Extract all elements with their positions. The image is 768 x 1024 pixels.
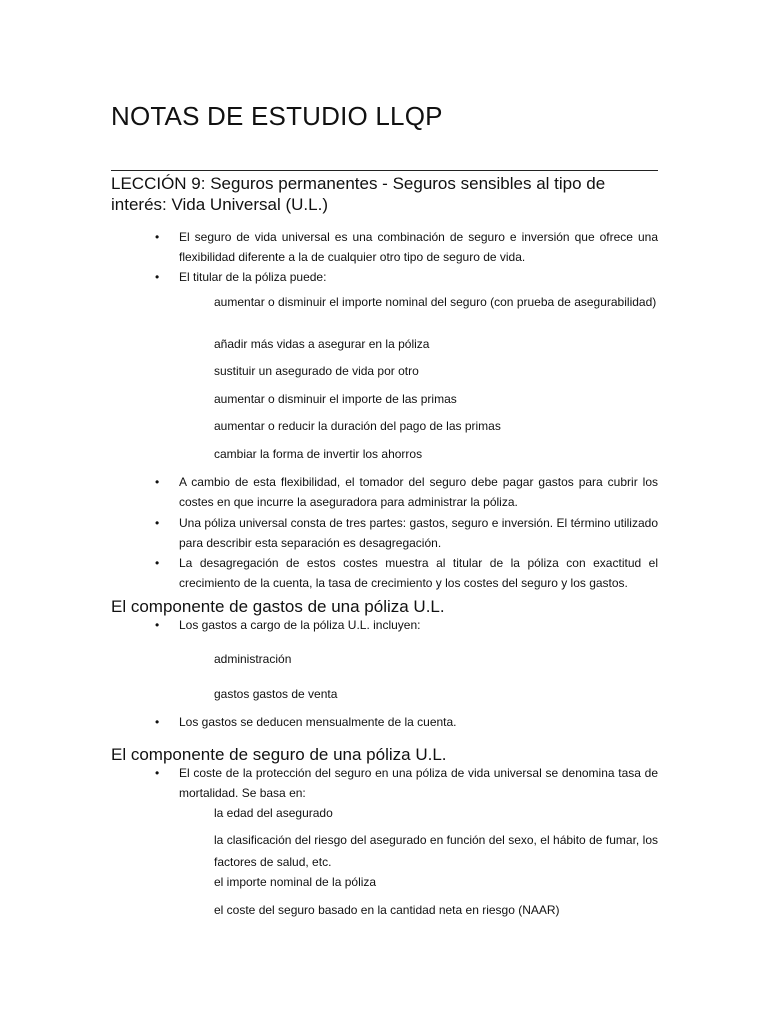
bullet-marker: • [155, 715, 160, 729]
title-divider [111, 170, 658, 171]
bullet-marker: • [155, 270, 160, 284]
intro-bullet-2: El titular de la póliza puede: [179, 270, 327, 284]
expense-item: administración [214, 652, 292, 666]
bullet-marker: • [155, 516, 160, 530]
option-item: aumentar o disminuir el importe nominal del seguro (con prueba de asegurabilidad) [214, 295, 657, 309]
option-item: aumentar o disminuir el importe de las primas [214, 392, 457, 406]
option-item: añadir más vidas a asegurar en la póliza [214, 337, 430, 351]
intro-bullet-3: A cambio de esta flexibilidad, el tomador del seguro debe pagar gastos para cubrir los costes en que incurre la aseguradora para administrar la póliza. [179, 475, 658, 509]
mortality-factor-item: el importe nominal de la póliza [214, 875, 377, 889]
bullet-marker: • [155, 230, 160, 244]
document-title: NOTAS DE ESTUDIO LLQP [111, 101, 443, 131]
bullet-marker: • [155, 766, 160, 780]
bullet-marker: • [155, 475, 160, 489]
bullet-marker: • [155, 618, 160, 632]
expenses-bullet-2: Los gastos se deducen mensualmente de la cuenta. [179, 715, 457, 729]
insurance-heading: El componente de seguro de una póliza U.L. [111, 745, 447, 764]
expense-item: gastos gastos de venta [214, 687, 338, 701]
bullet-marker: • [155, 556, 160, 570]
insurance-bullet-1: El coste de la protección del seguro en una póliza de vida universal se denomina tasa de mortalidad. Se basa en: [179, 766, 658, 800]
mortality-factor-item: el coste del seguro basado en la cantidad neta en riesgo (NAAR) [214, 903, 560, 917]
expenses-bullet-1: Los gastos a cargo de la póliza U.L. incluyen: [179, 618, 421, 632]
intro-bullet-5: La desagregación de estos costes muestra al titular de la póliza con exactitud el crecimiento de la cuenta, la tasa de crecimiento y los costes del seguro y los gastos. [179, 556, 658, 590]
mortality-factor-item: la edad del asegurado [214, 806, 333, 820]
mortality-factor-item: la clasificación del riesgo del asegurado en función del sexo, el hábito de fumar, los factores de salud, etc. [214, 833, 658, 869]
intro-bullet-1: El seguro de vida universal es una combinación de seguro e inversión que ofrece una flexibilidad diferente a la de cualquier otro tipo de seguro de vida. [179, 230, 658, 264]
intro-bullet-4: Una póliza universal consta de tres partes: gastos, seguro e inversión. El término utilizado para describir esta separación es desagregación. [179, 516, 658, 550]
option-item: aumentar o reducir la duración del pago de las primas [214, 419, 501, 433]
expenses-heading: El componente de gastos de una póliza U.L. [111, 597, 445, 616]
lesson-title: LECCIÓN 9: Seguros permanentes - Seguros sensibles al tipo de interés: Vida Universal (U.L.) [111, 174, 606, 214]
option-item: cambiar la forma de invertir los ahorros [214, 447, 423, 461]
option-item: sustituir un asegurado de vida por otro [214, 364, 419, 378]
